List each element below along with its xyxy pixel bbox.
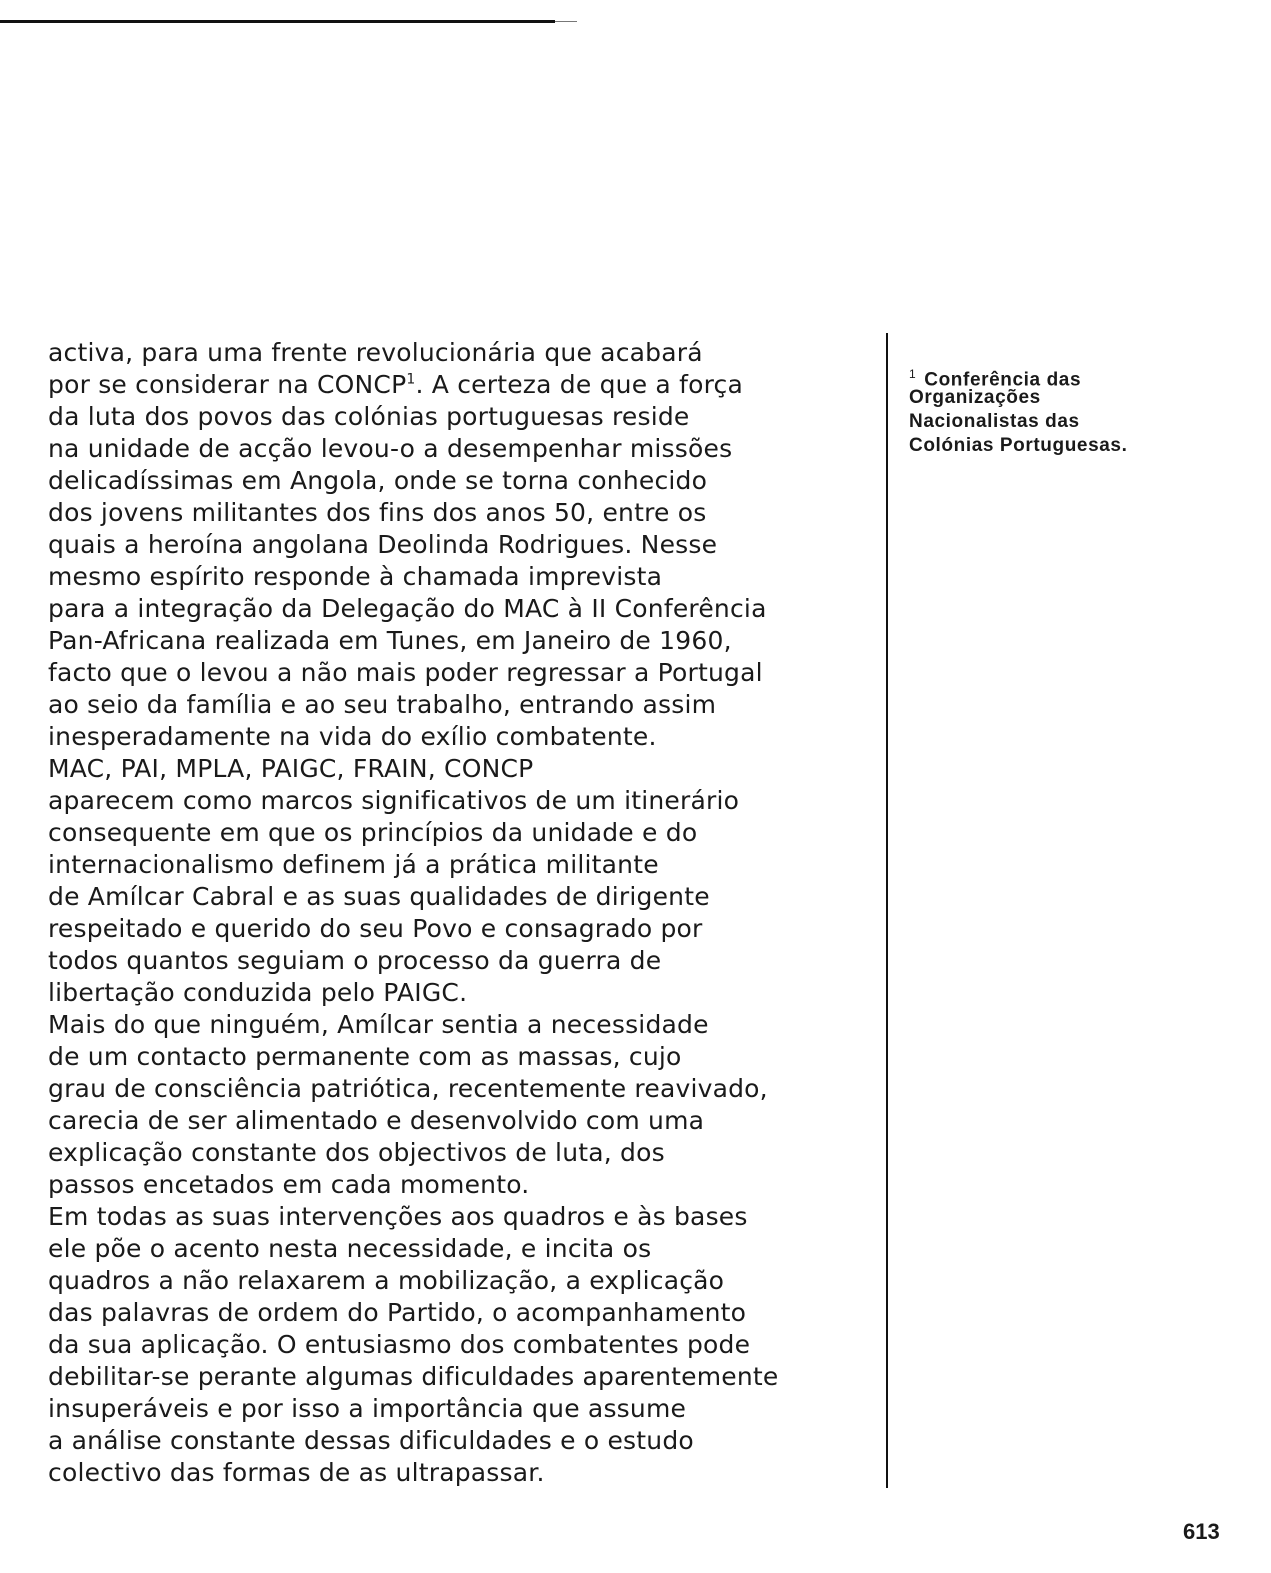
text-line: facto que o levou a não mais poder regressar a Portugal (48, 658, 763, 687)
text-segment: por se considerar na CONCP (48, 370, 407, 399)
footnote-marker: 1 (909, 367, 917, 381)
footnote-line: Organizações (909, 387, 1041, 408)
text-segment: . A certeza de que a força (415, 370, 743, 399)
text-line: mesmo espírito responde à chamada imprevista (48, 562, 663, 591)
main-text-column (48, 337, 878, 1489)
text-line: colectivo das formas de as ultrapassar. (48, 1458, 545, 1487)
footnote (909, 362, 1189, 458)
text-line: de Amílcar Cabral e as suas qualidades de dirigente (48, 882, 710, 911)
text-line: activa, para uma frente revolucionária que acabará (48, 338, 703, 367)
footnote-line: Nacionalistas das (909, 411, 1080, 432)
footnote-line: Colónias Portuguesas. (909, 435, 1128, 456)
text-line: debilitar-se perante algumas dificuldades aparentemente (48, 1362, 779, 1391)
text-line: passos encetados em cada momento. (48, 1170, 530, 1199)
text-line: inesperadamente na vida do exílio combatente. (48, 722, 657, 751)
text-line: MAC, PAI, MPLA, PAIGC, FRAIN, CONCP (48, 754, 534, 783)
text-line: quais a heroína angolana Deolinda Rodrigues. Nesse (48, 530, 718, 559)
text-line: ao seio da família e ao seu trabalho, entrando assim (48, 690, 717, 719)
text-line: quadros a não relaxarem a mobilização, a explicação (48, 1266, 725, 1295)
text-line: de um contacto permanente com as massas, cujo (48, 1042, 682, 1071)
text-line: dos jovens militantes dos fins dos anos 50, entre os (48, 498, 707, 527)
text-line: respeitado e querido do seu Povo e consagrado por (48, 914, 703, 943)
footnote-line (909, 362, 1189, 391)
text-line: todos quantos seguiam o processo da guerra de (48, 946, 662, 975)
text-line: Pan-Africana realizada em Tunes, em Janeiro de 1960, (48, 626, 732, 655)
text-line: da sua aplicação. O entusiasmo dos combatentes pode (48, 1330, 751, 1359)
text-line-with-footnote-ref (48, 369, 878, 401)
text-line: insuperáveis e por isso a importância que assume (48, 1394, 687, 1423)
column-divider (886, 333, 888, 1488)
text-line: aparecem como marcos significativos de um itinerário (48, 786, 740, 815)
text-line: consequente em que os princípios da unidade e do (48, 818, 698, 847)
text-line: libertação conduzida pelo PAIGC. (48, 978, 468, 1007)
text-line: internacionalismo definem já a prática militante (48, 850, 659, 879)
footnote-text: Conferência das (924, 369, 1082, 391)
top-rule-tail (555, 21, 577, 22)
text-line: das palavras de ordem do Partido, o acompanhamento (48, 1298, 747, 1327)
text-line: Em todas as suas intervenções aos quadros e às bases (48, 1202, 748, 1231)
text-line: para a integração da Delegação do MAC à II Conferência (48, 594, 767, 623)
top-rule (0, 20, 555, 23)
text-line: carecia de ser alimentado e desenvolvido com uma (48, 1106, 705, 1135)
text-line: grau de consciência patriótica, recentemente reavivado, (48, 1074, 768, 1103)
text-line: a análise constante dessas dificuldades e o estudo (48, 1426, 694, 1455)
text-line: explicação constante dos objectivos de luta, dos (48, 1138, 665, 1167)
text-line: Mais do que ninguém, Amílcar sentia a necessidade (48, 1010, 709, 1039)
text-line: ele põe o acento nesta necessidade, e incita os (48, 1234, 652, 1263)
text-line: na unidade de acção levou-o a desempenhar missões (48, 434, 733, 463)
text-line: delicadíssimas em Angola, onde se torna conhecido (48, 466, 708, 495)
text-line: da luta dos povos das colónias portuguesas reside (48, 402, 690, 431)
footnote-reference[interactable]: 1 (406, 371, 416, 388)
page-number: 613 (1183, 1519, 1220, 1544)
